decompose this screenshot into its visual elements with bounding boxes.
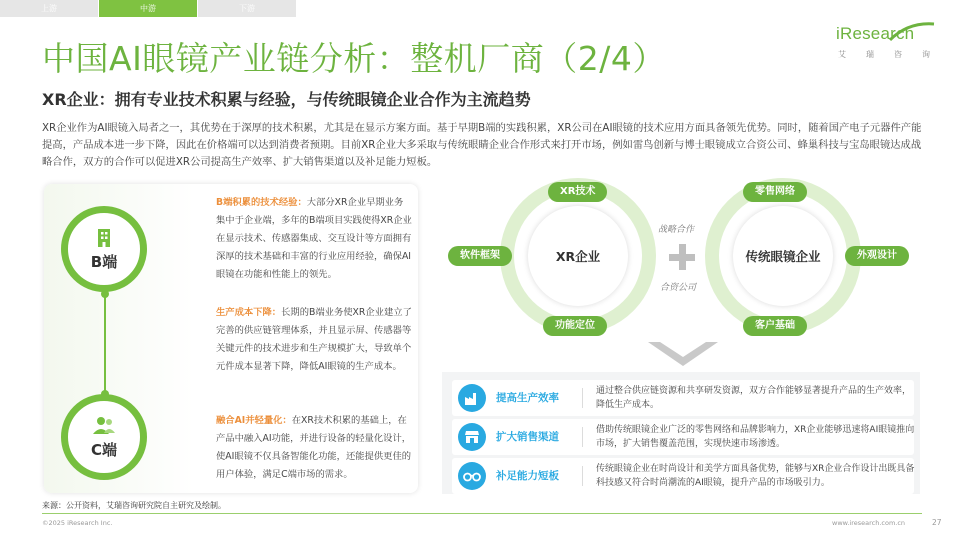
benefit-row [452, 380, 914, 416]
store-icon [458, 423, 486, 451]
pill-software: 软件框架 [448, 246, 512, 266]
logo-subtitle-char: 询 [922, 50, 930, 59]
benefits-panel [442, 372, 920, 494]
advantage-block [216, 412, 412, 484]
advantage-heading: 生产成本下降： [216, 307, 282, 318]
benefit-row [452, 458, 914, 494]
website-link[interactable]: www.iresearch.com.cn [832, 519, 906, 527]
benefit-divider [582, 427, 583, 447]
logo-subtitle-char: 咨 [894, 50, 902, 59]
strategic-cooperation-label: 战略合作 [658, 225, 695, 235]
c-end-label: C端 [90, 440, 117, 459]
optical-center: 传统眼镜企业 [733, 206, 833, 306]
logo-subtitle-char: 艾 [838, 50, 846, 59]
factory-icon [458, 384, 486, 412]
iresearch-logo [836, 20, 936, 66]
xr-center: XR企业 [528, 206, 628, 306]
advantages-card [44, 184, 418, 493]
joint-venture-label: 合资公司 [660, 283, 697, 293]
footer-divider [42, 513, 922, 514]
benefit-text: 传统眼镜企业在时尚设计和美学方面具备优势，能够与XR企业合作设计出既具备科技感又符合时尚潮流的AI眼镜，提升产品的市场吸引力。 [596, 464, 915, 488]
advantage-heading: 融合AI并轻量化： [216, 415, 292, 426]
benefit-label: 补足能力短板 [496, 470, 559, 482]
tab-upstream[interactable]: 上游 [0, 0, 98, 17]
page-subtitle: XR企业：拥有专业技术积累与经验，与传统眼镜企业合作为主流趋势 [42, 90, 531, 109]
copyright: ©2025 iResearch Inc. [42, 519, 113, 527]
benefit-divider [582, 466, 583, 486]
users-icon [92, 415, 116, 437]
benefit-text: 通过整合供应链资源和共享研发资源，双方合作能够显著提升产品的生产效率，降低生产成本。 [596, 386, 912, 410]
tab-downstream[interactable]: 下游 [198, 0, 296, 17]
benefit-label: 扩大销售渠道 [496, 431, 559, 443]
glasses-icon [458, 462, 486, 490]
source-note: 来源：公开资料，艾瑞咨询研究院自主研究及绘制。 [42, 501, 226, 510]
intro-paragraph: XR企业作为AI眼镜入局者之一，其优势在于深厚的技术积累，尤其是在显示方案方面。基于早期B端的实践积累，XR公司在AI眼镜的技术应用方面具备领先优势。同时，随着国产电子元器件产能提高，产品成本进一步下降，因此在价格端可以达到消费者预期。目前XR企业大多采取与传统眼睛企业合作形式来打开市场，例如雷鸟创新与博士眼镜成立合资公司、蜂巢科技与宝岛眼镜达成战略合作，双方的合作可以促进XR公司提高生产效率、扩大销售渠道以及补足能力短板。 [42, 122, 922, 168]
building-icon [93, 227, 115, 249]
advantage-body: 大部分XR企业早期业务集中于企业端，多年的B端项目实践使得XR企业在显示技术、传感器集成、交互设计等方面拥有深厚的技术基础和丰富的行业应用经验，确保AI眼镜在功能和性能上的领先。 [216, 197, 412, 280]
plus-icon [679, 244, 686, 270]
chevron-down-icon [646, 340, 720, 370]
benefit-label: 提高生产效率 [496, 392, 559, 404]
logo-subtitle [838, 49, 930, 60]
pill-retail: 零售网络 [743, 182, 807, 202]
pill-customer: 客户基础 [743, 316, 807, 336]
logo-subtitle-char: 瑞 [866, 50, 874, 59]
section-tabs [0, 0, 297, 17]
pill-xr-tech: XR技术 [548, 182, 607, 202]
c-end-badge [61, 394, 147, 480]
advantage-body: 在XR技术积累的基础上，在产品中融入AI功能，并进行设备的轻量化设计，使AI眼镜不仅具备智能化功能，还能提供更佳的用户体验，满足C端市场的需求。 [216, 415, 412, 480]
advantage-block [216, 194, 412, 284]
b-end-badge [61, 206, 147, 292]
tab-midstream[interactable]: 中游 [99, 0, 197, 17]
pill-function: 功能定位 [543, 316, 607, 336]
logo-wordmark: iResearch [836, 24, 915, 43]
advantage-heading: B端积累的技术经验： [216, 197, 307, 208]
advantage-body: 长期的B端业务使XR企业建立了完善的供应链管理体系，并且显示屏、传感器等关键元件的技术进步和生产规模扩大，导致单个元件成本显著下降，降低AI眼镜的生产成本。 [216, 307, 412, 372]
pill-design: 外观设计 [845, 246, 909, 266]
benefit-row [452, 419, 914, 455]
advantage-block [216, 304, 412, 376]
b-end-label: B端 [90, 252, 118, 271]
page-number: 27 [932, 518, 942, 527]
benefit-divider [582, 388, 583, 408]
timeline-line [104, 294, 106, 394]
page-title: 中国AI眼镜产业链分析：整机厂商（2/4） [42, 39, 666, 78]
benefit-text: 借助传统眼镜企业广泛的零售网络和品牌影响力，XR企业能够迅速将AI眼镜推向市场，扩大销售覆盖范围，实现快速市场渗透。 [596, 425, 915, 449]
